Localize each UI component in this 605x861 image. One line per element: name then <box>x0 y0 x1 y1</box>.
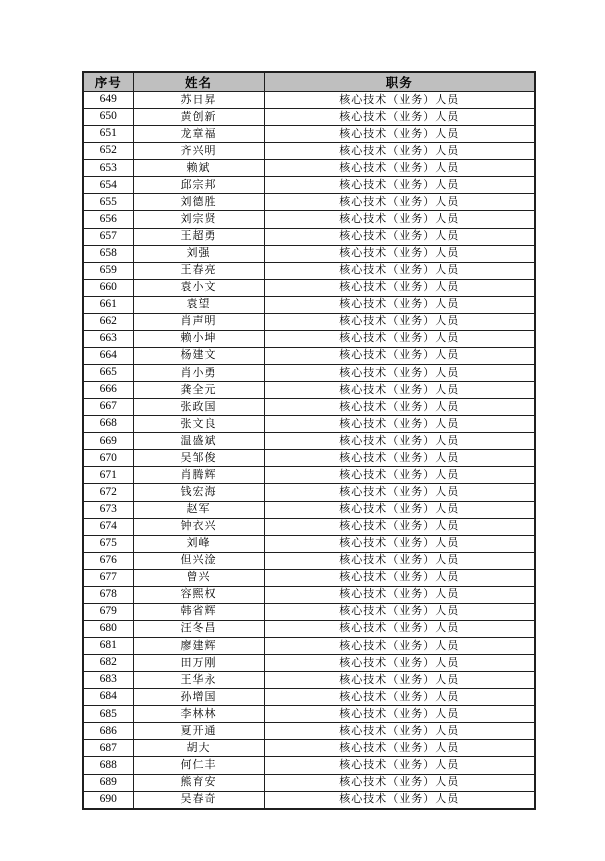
table-header-row <box>83 72 535 92</box>
serial-number-cell: 653 <box>83 160 133 177</box>
name-cell: 赖斌 <box>133 160 264 177</box>
title-cell: 核心技术（业务）人员 <box>264 638 535 655</box>
title-cell: 核心技术（业务）人员 <box>264 620 535 637</box>
serial-number-cell: 690 <box>83 791 133 809</box>
name-cell: 胡大 <box>133 740 264 757</box>
title-cell: 核心技术（业务）人员 <box>264 177 535 194</box>
title-cell: 核心技术（业务）人员 <box>264 655 535 672</box>
title-cell: 核心技术（业务）人员 <box>264 706 535 723</box>
serial-number-cell: 673 <box>83 501 133 518</box>
table-row <box>83 774 535 791</box>
serial-number-cell: 657 <box>83 228 133 245</box>
serial-number-cell: 663 <box>83 330 133 347</box>
serial-number-cell: 677 <box>83 569 133 586</box>
table-row <box>83 603 535 620</box>
name-cell: 钱宏海 <box>133 484 264 501</box>
title-cell: 核心技术（业务）人员 <box>264 109 535 126</box>
serial-number-cell: 687 <box>83 740 133 757</box>
column-header-title: 职务 <box>264 72 535 92</box>
name-cell: 肖小勇 <box>133 365 264 382</box>
name-cell: 刘强 <box>133 245 264 262</box>
table-row <box>83 211 535 228</box>
name-cell: 赵军 <box>133 501 264 518</box>
name-cell: 袁望 <box>133 296 264 313</box>
name-cell: 赖小坤 <box>133 330 264 347</box>
serial-number-cell: 684 <box>83 689 133 706</box>
title-cell: 核心技术（业务）人员 <box>264 535 535 552</box>
table-row <box>83 109 535 126</box>
title-cell: 核心技术（业务）人员 <box>264 740 535 757</box>
title-cell: 核心技术（业务）人员 <box>264 245 535 262</box>
name-cell: 吴邹俊 <box>133 450 264 467</box>
table-row <box>83 279 535 296</box>
table-row <box>83 177 535 194</box>
table-row <box>83 689 535 706</box>
title-cell: 核心技术（业务）人员 <box>264 450 535 467</box>
name-cell: 王华永 <box>133 672 264 689</box>
serial-number-cell: 668 <box>83 416 133 433</box>
table-row <box>83 262 535 279</box>
name-cell: 袁小文 <box>133 279 264 296</box>
table-row <box>83 791 535 809</box>
table-row <box>83 672 535 689</box>
name-cell: 韩省辉 <box>133 603 264 620</box>
serial-number-cell: 649 <box>83 92 133 109</box>
table-row <box>83 552 535 569</box>
table-row <box>83 723 535 740</box>
title-cell: 核心技术（业务）人员 <box>264 416 535 433</box>
table-row <box>83 450 535 467</box>
table-row <box>83 535 535 552</box>
title-cell: 核心技术（业务）人员 <box>264 399 535 416</box>
title-cell: 核心技术（业务）人员 <box>264 347 535 364</box>
serial-number-cell: 683 <box>83 672 133 689</box>
name-cell: 钟衣兴 <box>133 518 264 535</box>
serial-number-cell: 681 <box>83 638 133 655</box>
name-cell: 张文良 <box>133 416 264 433</box>
name-cell: 张政国 <box>133 399 264 416</box>
table-row <box>83 569 535 586</box>
name-cell: 容熙权 <box>133 586 264 603</box>
table-row <box>83 245 535 262</box>
title-cell: 核心技术（业务）人员 <box>264 569 535 586</box>
title-cell: 核心技术（业务）人员 <box>264 262 535 279</box>
serial-number-cell: 688 <box>83 757 133 774</box>
name-cell: 夏开通 <box>133 723 264 740</box>
name-cell: 李林林 <box>133 706 264 723</box>
name-cell: 汪冬昌 <box>133 620 264 637</box>
title-cell: 核心技术（业务）人员 <box>264 723 535 740</box>
table-row <box>83 313 535 330</box>
table-row <box>83 655 535 672</box>
title-cell: 核心技术（业务）人员 <box>264 552 535 569</box>
title-cell: 核心技术（业务）人员 <box>264 672 535 689</box>
table-row <box>83 706 535 723</box>
name-cell: 何仁丰 <box>133 757 264 774</box>
title-cell: 核心技术（业务）人员 <box>264 296 535 313</box>
title-cell: 核心技术（业务）人员 <box>264 433 535 450</box>
table-row <box>83 620 535 637</box>
column-header-name: 姓名 <box>133 72 264 92</box>
title-cell: 核心技术（业务）人员 <box>264 774 535 791</box>
serial-number-cell: 676 <box>83 552 133 569</box>
table-body <box>83 92 535 810</box>
table-row <box>83 382 535 399</box>
serial-number-cell: 674 <box>83 518 133 535</box>
serial-number-cell: 656 <box>83 211 133 228</box>
serial-number-cell: 685 <box>83 706 133 723</box>
name-cell: 但兴淦 <box>133 552 264 569</box>
table-row <box>83 484 535 501</box>
serial-number-cell: 659 <box>83 262 133 279</box>
title-cell: 核心技术（业务）人员 <box>264 586 535 603</box>
serial-number-cell: 664 <box>83 347 133 364</box>
table-row <box>83 347 535 364</box>
name-cell: 肖声明 <box>133 313 264 330</box>
serial-number-cell: 650 <box>83 109 133 126</box>
title-cell: 核心技术（业务）人员 <box>264 143 535 160</box>
title-cell: 核心技术（业务）人员 <box>264 313 535 330</box>
table-row <box>83 330 535 347</box>
table-row <box>83 399 535 416</box>
name-cell: 肖腾辉 <box>133 467 264 484</box>
serial-number-cell: 669 <box>83 433 133 450</box>
table-row <box>83 92 535 109</box>
personnel-table <box>82 71 536 810</box>
serial-number-cell: 652 <box>83 143 133 160</box>
serial-number-cell: 667 <box>83 399 133 416</box>
serial-number-cell: 678 <box>83 586 133 603</box>
title-cell: 核心技术（业务）人员 <box>264 484 535 501</box>
name-cell: 吴春奇 <box>133 791 264 809</box>
name-cell: 苏日昇 <box>133 92 264 109</box>
name-cell: 廖建辉 <box>133 638 264 655</box>
table-row <box>83 586 535 603</box>
serial-number-cell: 666 <box>83 382 133 399</box>
title-cell: 核心技术（业务）人员 <box>264 194 535 211</box>
title-cell: 核心技术（业务）人员 <box>264 467 535 484</box>
serial-number-cell: 672 <box>83 484 133 501</box>
serial-number-cell: 665 <box>83 365 133 382</box>
title-cell: 核心技术（业务）人员 <box>264 211 535 228</box>
name-cell: 龙章福 <box>133 126 264 143</box>
serial-number-cell: 662 <box>83 313 133 330</box>
title-cell: 核心技术（业务）人员 <box>264 228 535 245</box>
name-cell: 杨建文 <box>133 347 264 364</box>
table-row <box>83 501 535 518</box>
title-cell: 核心技术（业务）人员 <box>264 126 535 143</box>
table-row <box>83 638 535 655</box>
serial-number-cell: 671 <box>83 467 133 484</box>
serial-number-cell: 679 <box>83 603 133 620</box>
serial-number-cell: 670 <box>83 450 133 467</box>
table-row <box>83 433 535 450</box>
title-cell: 核心技术（业务）人员 <box>264 365 535 382</box>
serial-number-cell: 680 <box>83 620 133 637</box>
title-cell: 核心技术（业务）人员 <box>264 603 535 620</box>
table-row <box>83 467 535 484</box>
name-cell: 刘峰 <box>133 535 264 552</box>
name-cell: 田万刚 <box>133 655 264 672</box>
serial-number-cell: 658 <box>83 245 133 262</box>
name-cell: 王春亮 <box>133 262 264 279</box>
title-cell: 核心技术（业务）人员 <box>264 92 535 109</box>
name-cell: 刘宗贤 <box>133 211 264 228</box>
title-cell: 核心技术（业务）人员 <box>264 689 535 706</box>
serial-number-cell: 654 <box>83 177 133 194</box>
name-cell: 龚全元 <box>133 382 264 399</box>
title-cell: 核心技术（业务）人员 <box>264 279 535 296</box>
name-cell: 黄创新 <box>133 109 264 126</box>
table-row <box>83 228 535 245</box>
title-cell: 核心技术（业务）人员 <box>264 757 535 774</box>
name-cell: 刘德胜 <box>133 194 264 211</box>
title-cell: 核心技术（业务）人员 <box>264 501 535 518</box>
table-row <box>83 365 535 382</box>
name-cell: 王超勇 <box>133 228 264 245</box>
table-row <box>83 757 535 774</box>
table-row <box>83 296 535 313</box>
table-row <box>83 518 535 535</box>
serial-number-cell: 660 <box>83 279 133 296</box>
title-cell: 核心技术（业务）人员 <box>264 791 535 809</box>
title-cell: 核心技术（业务）人员 <box>264 382 535 399</box>
name-cell: 孙增国 <box>133 689 264 706</box>
serial-number-cell: 661 <box>83 296 133 313</box>
table-row <box>83 740 535 757</box>
serial-number-cell: 655 <box>83 194 133 211</box>
title-cell: 核心技术（业务）人员 <box>264 160 535 177</box>
table-row <box>83 160 535 177</box>
name-cell: 齐兴明 <box>133 143 264 160</box>
name-cell: 曾兴 <box>133 569 264 586</box>
column-header-serial: 序号 <box>83 72 133 92</box>
serial-number-cell: 651 <box>83 126 133 143</box>
name-cell: 邱宗邦 <box>133 177 264 194</box>
name-cell: 熊育安 <box>133 774 264 791</box>
table-row <box>83 126 535 143</box>
serial-number-cell: 686 <box>83 723 133 740</box>
table-row <box>83 143 535 160</box>
name-cell: 温盛斌 <box>133 433 264 450</box>
serial-number-cell: 682 <box>83 655 133 672</box>
table-row <box>83 416 535 433</box>
title-cell: 核心技术（业务）人员 <box>264 518 535 535</box>
serial-number-cell: 675 <box>83 535 133 552</box>
title-cell: 核心技术（业务）人员 <box>264 330 535 347</box>
serial-number-cell: 689 <box>83 774 133 791</box>
table-row <box>83 194 535 211</box>
